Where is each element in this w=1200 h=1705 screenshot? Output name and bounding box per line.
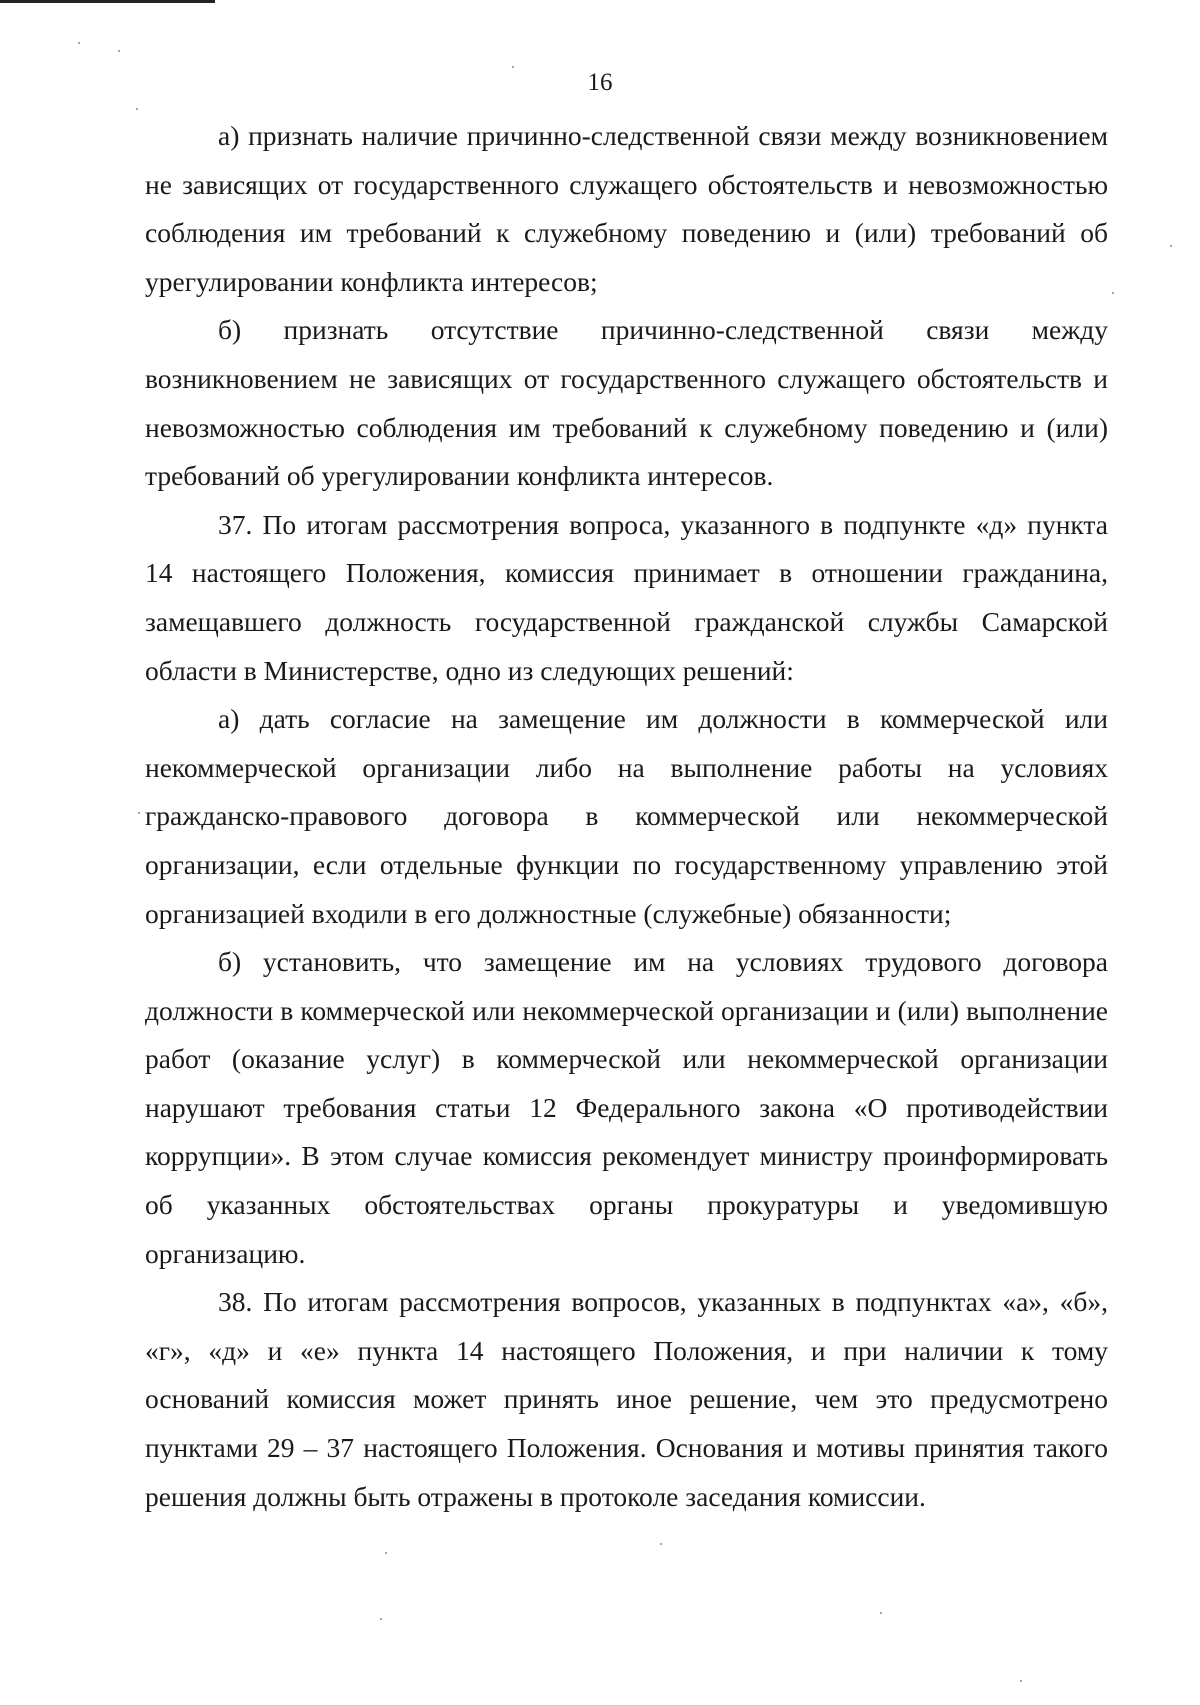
scan-speck xyxy=(380,1618,382,1620)
scan-speck xyxy=(1020,1680,1022,1682)
scan-speck xyxy=(880,1612,882,1614)
paragraph-37a: а) дать согласие на замещение им должности в коммерческой или некоммерческой организации либо на выполнение работы на условиях гражданско-правового договора в коммерческой или некоммерческой организации, если отдельные функции по государственному управлению этой организацией входили в его должностные (служебные) обязанности; xyxy=(145,703,1108,929)
paragraph-37: 37. По итогам рассмотрения вопроса, указанного в подпункте «д» пункта 14 настоящего Положения, комиссия принимает в отношении гражданина, замещавшего должность государственной гражданской службы Самарской области в Министерстве, одно из следующих решений: xyxy=(145,508,1108,686)
scan-speck xyxy=(78,42,80,44)
paragraph-36a: а) признать наличие причинно-следственной связи между возникновением не зависящих от государственного служащего обстоятельств и невозможностью соблюдения им требований к служебному поведению и (или) требований об урегулировании конфликта интересов; xyxy=(145,120,1108,297)
scan-speck xyxy=(118,50,120,52)
paragraph-37b: б) установить, что замещение им на условиях трудового договора должности в коммерческой или некоммерческой организации и (или) выполнение работ (оказание услуг) в коммерческой или некоммерческой организации нарушают требования статьи 12 Федерального закона «О противодействии коррупции». В этом случае комиссия рекомендует министру проинформировать об указанных обстоятельствах органы прокуратуры и уведомившую организацию. xyxy=(145,946,1108,1269)
scan-speck xyxy=(512,66,514,68)
page-number: 16 xyxy=(587,69,613,96)
document-body xyxy=(145,112,1108,1521)
scan-speck xyxy=(136,108,138,110)
paragraph-36b: б) признать отсутствие причинно-следственной связи между возникновением не зависящих от государственного служащего обстоятельств и невозможностью соблюдения им требований к служебному поведению и (или) требований об урегулировании конфликта интересов. xyxy=(145,314,1108,492)
scan-speck xyxy=(1112,292,1114,294)
scan-speck xyxy=(385,1552,387,1554)
scan-speck xyxy=(138,812,140,814)
scan-edge-line xyxy=(0,0,215,3)
scan-speck xyxy=(1170,245,1172,247)
paragraph-38: 38. По итогам рассмотрения вопросов, указанных в подпунктах «а», «б», «г», «д» и «е» пункта 14 настоящего Положения, и при наличии к тому оснований комиссия может принять иное решение, чем это предусмотрено пунктами 29 – 37 настоящего Положения. Основания и мотивы принятия такого решения должны быть отражены в протоколе заседания комиссии. xyxy=(145,1286,1108,1512)
scan-speck xyxy=(660,1543,662,1545)
